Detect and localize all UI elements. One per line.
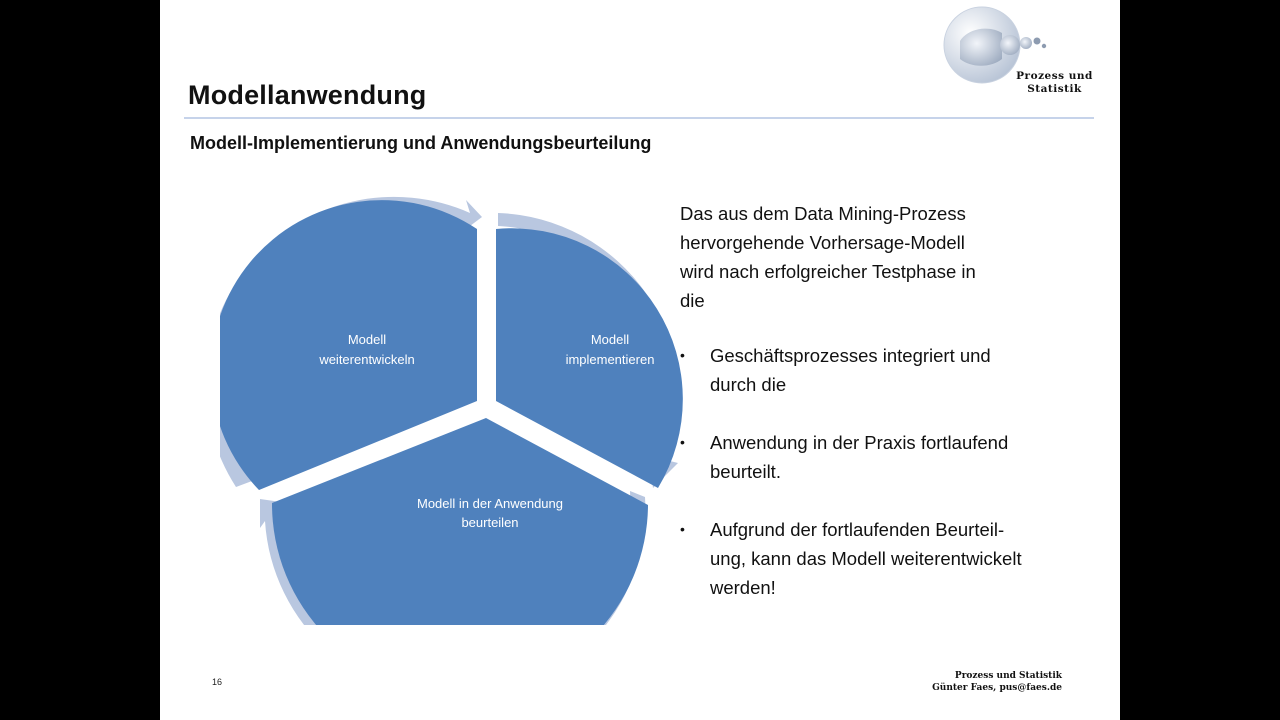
footer-line-2: Günter Faes, pus@faes.de	[932, 683, 1062, 693]
segment-label-1b: weiterentwickeln	[319, 352, 415, 367]
body-text	[680, 199, 1100, 631]
page-number: 16	[212, 677, 223, 687]
bullet-line: durch die	[710, 374, 787, 395]
logo-line-1: Prozess und	[1016, 70, 1093, 82]
logo-line-2: Statistik	[1027, 83, 1082, 95]
slide-title: Modellanwendung	[188, 80, 427, 110]
bullet-icon: •	[680, 521, 685, 537]
segment-label-3a: Modell in der Anwendung	[417, 496, 563, 511]
bullet-line: Aufgrund der fortlaufenden Beurteil-	[710, 519, 1005, 540]
segment-label-1a: Modell	[347, 332, 387, 347]
bullet-line: Anwendung in der Praxis fortlaufend	[710, 432, 1009, 453]
segment-label-3b: beurteilen	[461, 515, 519, 530]
bullet-line: Geschäftsprozesses integriert und	[710, 345, 991, 366]
footer-line-1: Prozess und Statistik	[954, 671, 1062, 681]
bullet-icon: •	[680, 347, 685, 363]
segment-label-2a: Modell	[590, 332, 630, 347]
footer	[902, 670, 1062, 694]
bullet-line: ung, kann das Modell weiterentwickelt	[710, 548, 1022, 569]
slide-subtitle: Modell-Implementierung und Anwendungsbeurteilung	[190, 133, 652, 153]
bullet-icon: •	[680, 434, 685, 450]
bullet-item	[680, 341, 1100, 399]
bullet-list	[680, 341, 1100, 602]
bullet-line: werden!	[710, 577, 776, 598]
bullet-item	[680, 515, 1100, 602]
intro-line: die	[680, 290, 705, 311]
segment-label-2b: implementieren	[565, 352, 655, 367]
logo-wordmark	[1002, 70, 1107, 96]
cycle-diagram	[220, 185, 740, 625]
title-divider	[184, 117, 1094, 119]
intro-line: wird nach erfolgreicher Testphase in	[680, 261, 976, 282]
bullet-line: beurteilt.	[710, 461, 781, 482]
bullet-item	[680, 428, 1100, 486]
intro-line: Das aus dem Data Mining-Prozess	[680, 203, 966, 224]
intro-line: hervorgehende Vorhersage-Modell	[680, 232, 965, 253]
slide	[160, 0, 1120, 720]
intro-paragraph	[680, 199, 1100, 315]
